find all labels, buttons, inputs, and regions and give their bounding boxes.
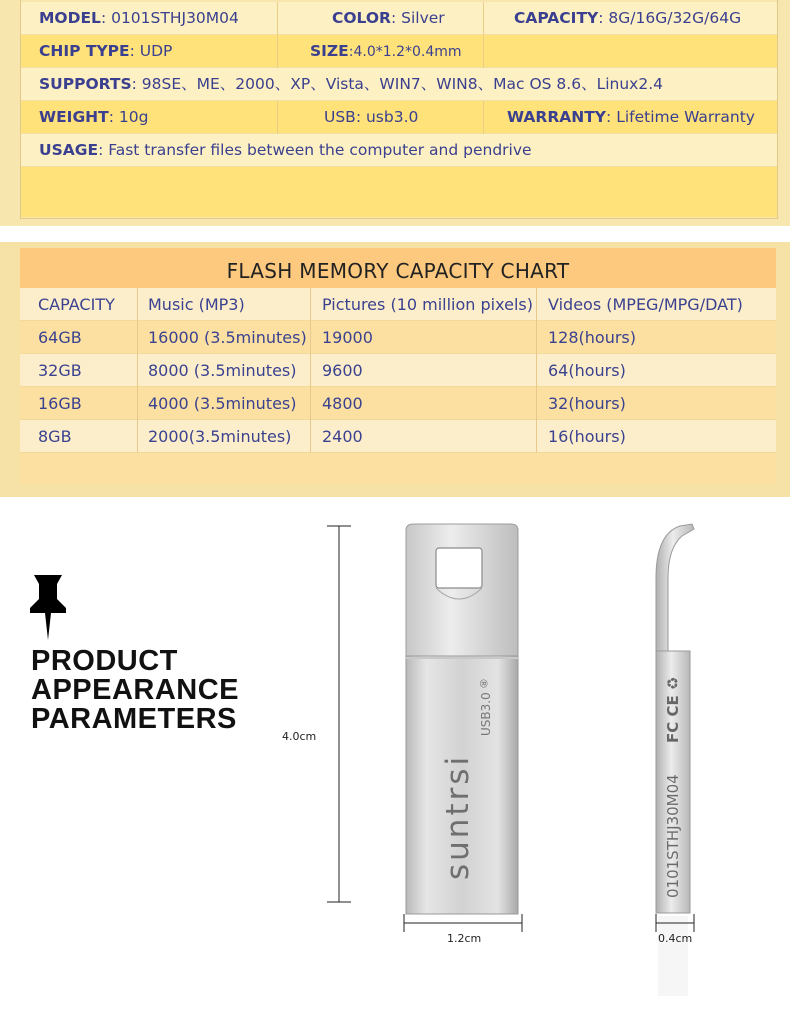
certification-marks: FC CE ♻ — [664, 676, 682, 743]
width-label: 1.2cm — [447, 932, 482, 945]
spec-warranty: WARRANTY: Lifetime Warranty — [507, 108, 755, 126]
cell-videos: 64(hours) — [548, 361, 626, 380]
chart-header-row — [20, 288, 776, 321]
cell-capacity: 16GB — [38, 394, 82, 413]
pushpin-icon — [26, 572, 70, 642]
spec-row-chip — [21, 35, 777, 68]
cell-pictures: 4800 — [322, 394, 363, 413]
cell-music: 4000 (3.5minutes) — [148, 394, 297, 413]
table-row — [20, 420, 776, 453]
chart-row-empty — [20, 453, 776, 484]
cell-capacity: 64GB — [38, 328, 82, 347]
width-dimension-line — [400, 912, 526, 934]
chart-title: FLASH MEMORY CAPACITY CHART — [20, 248, 776, 288]
chart-header-pictures: Pictures (10 million pixels) — [322, 295, 533, 314]
spec-row-supports — [21, 68, 777, 101]
cell-videos: 128(hours) — [548, 328, 637, 347]
spec-size: SIZE:4.0*1.2*0.4mm — [310, 42, 462, 60]
spec-color: COLOR: Silver — [332, 9, 445, 27]
height-dimension-line — [320, 520, 360, 910]
spec-usb: USB: usb3.0 — [324, 108, 419, 126]
cell-music: 2000(3.5minutes) — [148, 427, 292, 446]
spec-row-model — [21, 2, 777, 35]
spec-panel — [0, 0, 790, 226]
cell-music: 16000 (3.5minutes) — [148, 328, 307, 347]
spec-usage: USAGE: Fast transfer files between the computer and pendrive — [39, 141, 532, 159]
chart-header-music: Music (MP3) — [148, 295, 245, 314]
height-label: 4.0cm — [282, 730, 317, 743]
chart-header-capacity: CAPACITY — [38, 295, 115, 314]
registered-mark: ® — [477, 678, 490, 689]
spec-row-usage — [21, 134, 777, 167]
table-row — [20, 387, 776, 420]
spec-row-weight — [21, 101, 777, 134]
cell-pictures: 19000 — [322, 328, 373, 347]
depth-label: 0.4cm — [658, 932, 693, 945]
spec-capacity: CAPACITY: 8G/16G/32G/64G — [514, 9, 742, 27]
usb-front-view — [396, 518, 528, 928]
spec-table — [20, 0, 778, 219]
spec-supports: SUPPORTS: 98SE、ME、2000、XP、Vista、WIN7、WIN8、Mac OS 8.6、Linux2.4 — [39, 75, 663, 93]
cell-music: 8000 (3.5minutes) — [148, 361, 297, 380]
depth-dimension-line — [650, 912, 700, 934]
cell-videos: 32(hours) — [548, 394, 626, 413]
spec-row-empty — [21, 167, 777, 217]
side-model-text: 0101STHJ30M04 — [664, 774, 682, 898]
capacity-chart-panel — [0, 242, 790, 497]
chart-header-videos: Videos (MPEG/MPG/DAT) — [548, 295, 743, 314]
spec-model: MODEL: 0101STHJ30M04 — [39, 9, 239, 27]
cell-pictures: 2400 — [322, 427, 363, 446]
cell-videos: 16(hours) — [548, 427, 626, 446]
section-title: PRODUCT APPEARANCE PARAMETERS — [31, 645, 240, 735]
usb3-mark: USB3.0 — [479, 692, 493, 736]
cell-capacity: 32GB — [38, 361, 82, 380]
spec-weight: WEIGHT: 10g — [39, 108, 149, 126]
spec-chip-type: CHIP TYPE: UDP — [39, 42, 173, 60]
brand-logo-text: suntrsi — [440, 753, 476, 880]
cell-capacity: 8GB — [38, 427, 72, 446]
cell-pictures: 9600 — [322, 361, 363, 380]
capacity-chart — [20, 248, 776, 484]
table-row — [20, 321, 776, 354]
table-row — [20, 354, 776, 387]
